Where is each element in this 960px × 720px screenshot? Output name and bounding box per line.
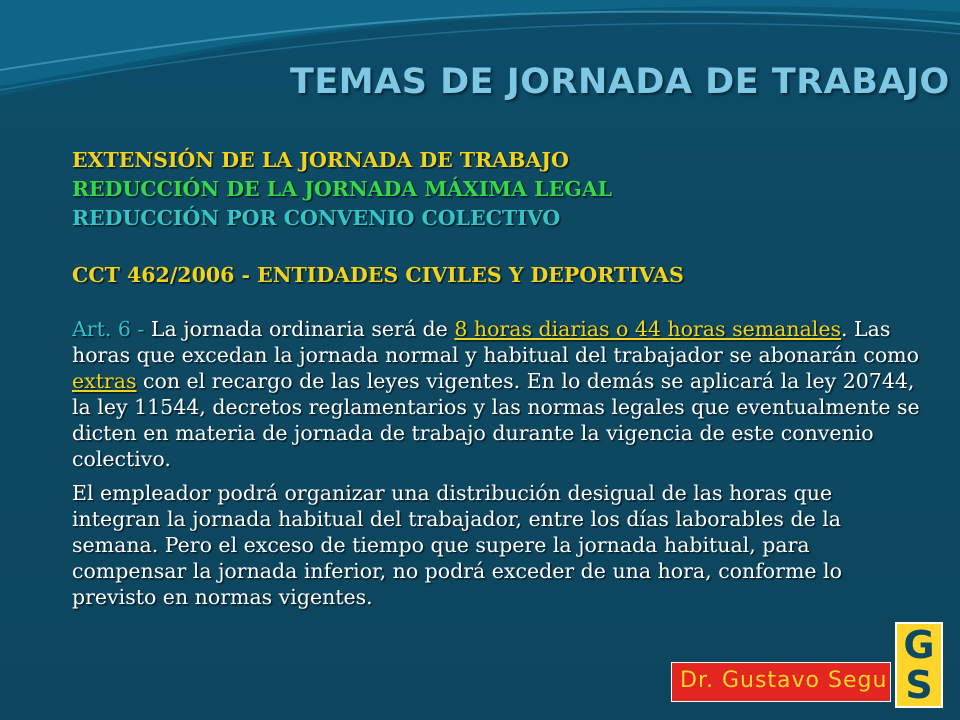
signature-banner (671, 662, 891, 702)
article-text-2: . Las horas que excedan la jornada normal y habitual del trabajador se abonarán como (72, 317, 919, 367)
heading-reduccion-convenio: REDUCCIÓN POR CONVENIO COLECTIVO (72, 206, 561, 230)
slide-title: TEMAS DE JORNADA DE TRABAJO (290, 62, 950, 102)
link-horas[interactable]: 8 horas diarias o 44 horas semanales (454, 317, 842, 341)
employer-paragraph: El empleador podrá organizar una distribución desigual de las horas que integran la jornada habitual del trabajador, entre los días laborables de la semana. Pero el exceso de tiempo que supere la jornada habitual, para compensar la jornada inferior, no podrá exceder de una hora, conforme lo previsto en normas vigentes. (72, 481, 842, 609)
article-6-paragraph (72, 316, 922, 472)
article-text-3: con el recargo de las leyes vigentes. En lo demás se aplicará la ley 20744, la ley 11544, decretos reglamentarios y las normas legales que eventualmente se dicten en materia de jornada de trabajo durante la vigencia de este convenio colectivo. (72, 369, 920, 471)
gs-logo (895, 622, 943, 708)
article-label: Art. 6 - (72, 317, 151, 341)
heading-extension: EXTENSIÓN DE LA JORNADA DE TRABAJO (72, 148, 569, 172)
logo-letter-s: S (905, 663, 933, 707)
slide-content (72, 146, 922, 610)
logo-letter-g: G (903, 623, 935, 667)
signature-text: Dr. Gustavo Segu (680, 668, 888, 693)
heading-cct: CCT 462/2006 - ENTIDADES CIVILES Y DEPORTIVAS (72, 263, 684, 287)
link-extras[interactable]: extras (72, 369, 137, 393)
article-text-1: La jornada ordinaria será de (150, 317, 455, 341)
heading-reduccion-legal: REDUCCIÓN DE LA JORNADA MÁXIMA LEGAL (72, 177, 613, 201)
